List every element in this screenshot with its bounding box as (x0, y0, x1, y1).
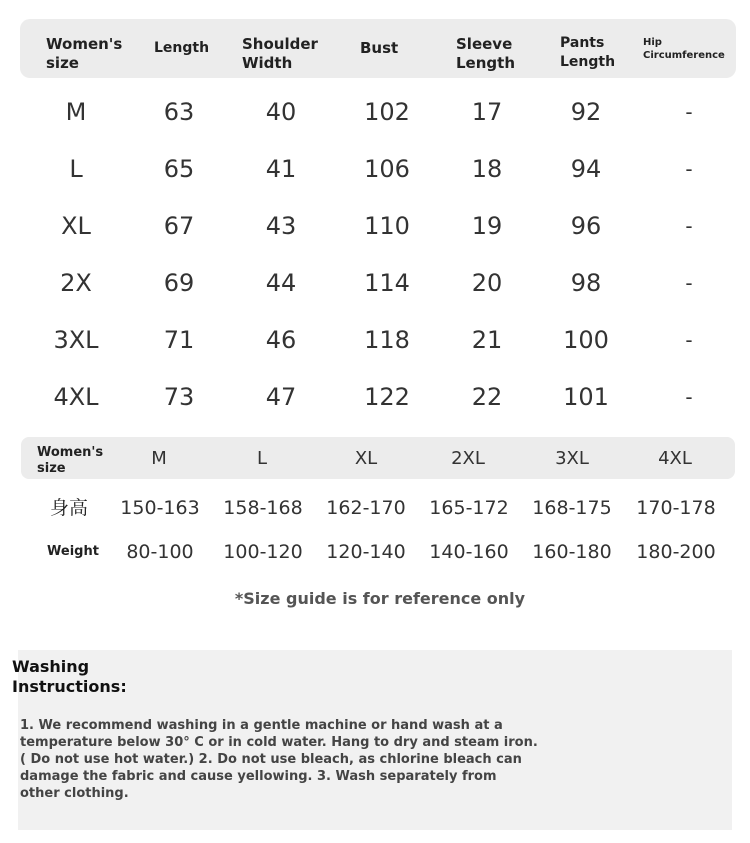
hip-circumference-cell: - (685, 214, 693, 238)
header-sleeve-length: Sleeve Length (456, 35, 515, 72)
bust-cell: 110 (364, 212, 410, 240)
table-row (0, 263, 750, 303)
row-label-height: 身高 (50, 497, 89, 519)
header-shoulder-width: Shoulder Width (242, 35, 318, 72)
length-cell: 71 (163, 326, 195, 354)
table-row (0, 320, 750, 360)
header-womens-size: Women's size (46, 35, 123, 72)
sleeve-length-cell: 18 (471, 155, 503, 183)
bust-cell: 102 (364, 98, 410, 126)
shoulder-width-cell: 46 (265, 326, 297, 354)
table-row-height (0, 493, 750, 523)
size-cell: 4XL (53, 383, 99, 411)
bust-cell: 106 (364, 155, 410, 183)
pants-length-cell: 96 (570, 212, 602, 240)
header-size-2xl: 2XL (451, 448, 485, 469)
shoulder-width-cell: 41 (265, 155, 297, 183)
weight-cell: 120-140 (326, 541, 406, 563)
shoulder-width-cell: 47 (265, 383, 297, 411)
row-label-weight: Weight (47, 544, 99, 559)
weight-cell: 100-120 (223, 541, 303, 563)
size-cell: XL (61, 212, 91, 240)
header-hip-circumference: Hip Circumference (643, 37, 725, 61)
table-row-weight (0, 537, 750, 567)
sleeve-length-cell: 21 (471, 326, 503, 354)
hip-circumference-cell: - (685, 385, 693, 409)
header-size-3xl: 3XL (555, 448, 589, 469)
table-row (0, 92, 750, 132)
size-cell: 3XL (53, 326, 99, 354)
height-cell: 165-172 (429, 497, 509, 519)
size-cell: M (65, 98, 87, 126)
header-size-4xl: 4XL (658, 448, 692, 469)
weight-cell: 140-160 (429, 541, 509, 563)
shoulder-width-cell: 44 (265, 269, 297, 297)
table-row (0, 149, 750, 189)
sleeve-length-cell: 22 (471, 383, 503, 411)
washing-title: Washing Instructions: (12, 657, 127, 696)
height-cell: 150-163 (120, 497, 200, 519)
sleeve-length-cell: 17 (471, 98, 503, 126)
weight-cell: 180-200 (636, 541, 716, 563)
header-size-l: L (256, 448, 268, 469)
height-cell: 170-178 (636, 497, 716, 519)
height-cell: 168-175 (532, 497, 612, 519)
table-row (0, 206, 750, 246)
size-table-header (20, 19, 736, 78)
header-pants-length: Pants Length (560, 35, 616, 70)
bust-cell: 118 (364, 326, 410, 354)
header-size-m: M (151, 448, 167, 469)
length-cell: 63 (163, 98, 195, 126)
height-cell: 158-168 (223, 497, 303, 519)
bust-cell: 122 (364, 383, 410, 411)
table-row (0, 377, 750, 417)
length-cell: 69 (163, 269, 195, 297)
hip-circumference-cell: - (685, 100, 693, 124)
pants-length-cell: 98 (570, 269, 602, 297)
hip-circumference-cell: - (685, 157, 693, 181)
pants-length-cell: 92 (570, 98, 602, 126)
length-cell: 73 (163, 383, 195, 411)
hip-circumference-cell: - (685, 271, 693, 295)
length-cell: 65 (163, 155, 195, 183)
header-bust: Bust (360, 39, 399, 57)
sleeve-length-cell: 20 (471, 269, 503, 297)
height-cell: 162-170 (326, 497, 406, 519)
pants-length-cell: 101 (563, 383, 609, 411)
fit-table-header (21, 437, 735, 479)
header-womens-size: Women's size (37, 445, 104, 476)
header-length: Length (154, 40, 210, 56)
weight-cell: 160-180 (532, 541, 612, 563)
reference-note: *Size guide is for reference only (234, 589, 526, 608)
washing-text: 1. We recommend washing in a gentle machine or hand wash at a temperature below 30° C or in cold water. Hang to dry and steam iron. ( Do not use hot water.) 2. Do not use bleach, as chlorine bleach can damage the fabric and cause yellowing. 3. Wash separately from other clothing. (20, 718, 538, 801)
length-cell: 67 (163, 212, 195, 240)
bust-cell: 114 (364, 269, 410, 297)
header-size-xl: XL (354, 448, 378, 469)
sleeve-length-cell: 19 (471, 212, 503, 240)
shoulder-width-cell: 40 (265, 98, 297, 126)
weight-cell: 80-100 (126, 541, 194, 563)
size-cell: L (69, 155, 83, 183)
pants-length-cell: 100 (563, 326, 609, 354)
shoulder-width-cell: 43 (265, 212, 297, 240)
hip-circumference-cell: - (685, 328, 693, 352)
size-cell: 2X (60, 269, 92, 297)
pants-length-cell: 94 (570, 155, 602, 183)
